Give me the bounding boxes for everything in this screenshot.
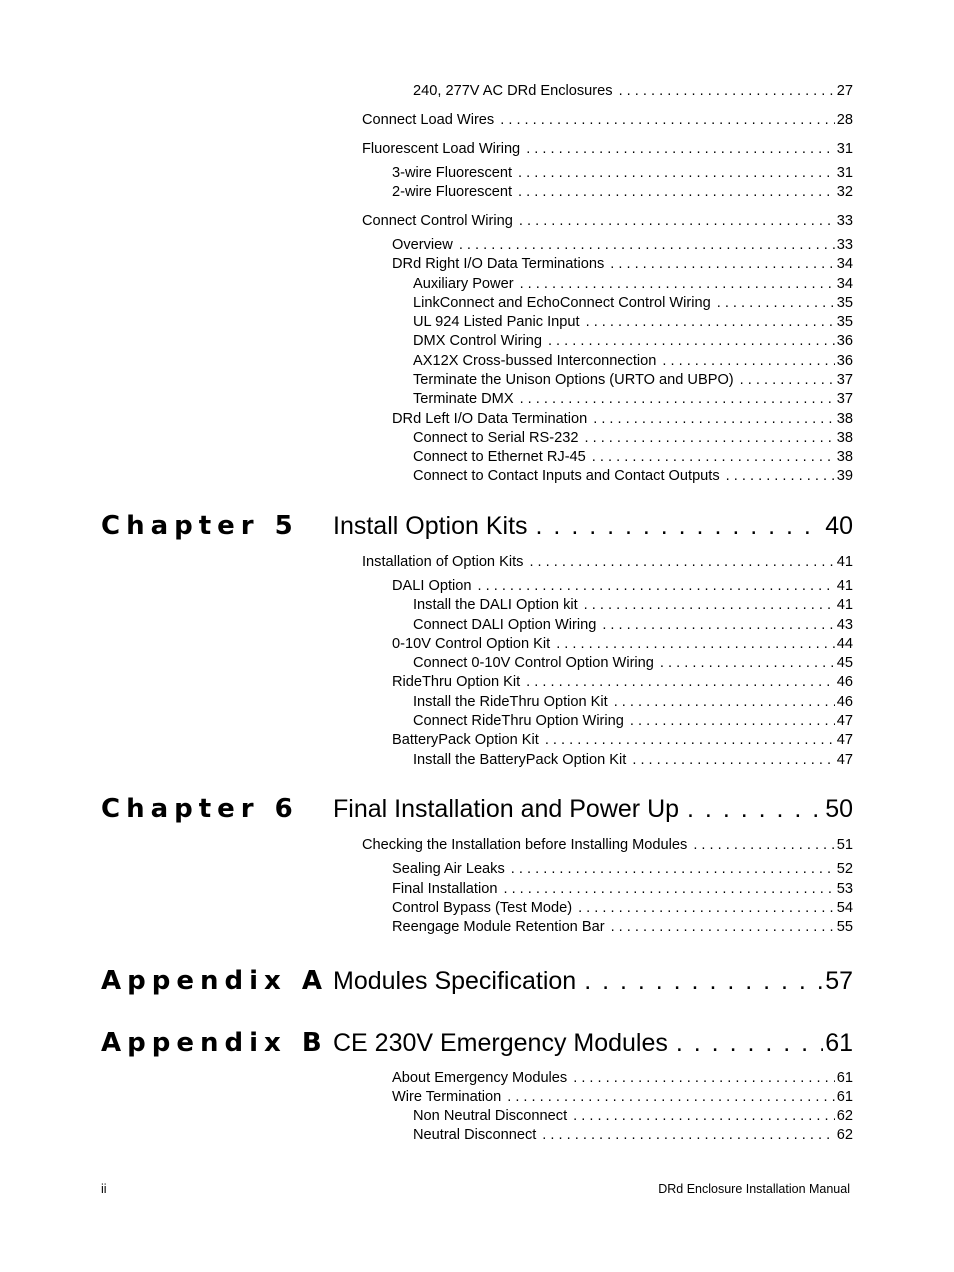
- leader-dots: [545, 731, 835, 750]
- toc-entry-page: 62: [836, 1127, 853, 1143]
- leader-dots: [507, 1088, 835, 1107]
- toc-entry[interactable]: [362, 553, 853, 572]
- leader-dots: [687, 792, 823, 826]
- toc-entry-page: 38: [836, 430, 853, 446]
- toc-entry-page: 41: [836, 578, 853, 594]
- toc-entry-title: Reengage Module Retention Bar: [392, 919, 605, 935]
- toc-entry-page: 46: [836, 674, 853, 690]
- toc-entry-title: Control Bypass (Test Mode): [392, 900, 573, 916]
- chapter-title-row[interactable]: [333, 509, 853, 543]
- toc-entry-page: 45: [836, 655, 853, 671]
- toc-entry[interactable]: [413, 693, 853, 712]
- toc-entry-page: 33: [836, 237, 853, 253]
- toc-entry-page: 31: [836, 141, 853, 157]
- toc-entry[interactable]: [413, 712, 853, 731]
- toc-entry-page: 36: [836, 353, 853, 369]
- leader-dots: [717, 294, 835, 313]
- toc-entry[interactable]: [362, 212, 853, 231]
- chapter-page: 40: [825, 512, 853, 540]
- toc-entry-page: 41: [836, 597, 853, 613]
- leader-dots: [610, 255, 835, 274]
- leader-dots: [459, 236, 835, 255]
- chapter-label: Chapter 5: [101, 511, 299, 541]
- toc-entry-title: Fluorescent Load Wiring: [362, 141, 521, 157]
- chapter-label: Chapter 6: [101, 794, 299, 824]
- appendix-page: 61: [825, 1029, 853, 1057]
- toc-entry-page: 33: [836, 213, 853, 229]
- toc-entry[interactable]: [392, 255, 853, 274]
- toc-entry-title: Installation of Option Kits: [362, 554, 524, 570]
- toc-entry-title: Connect RideThru Option Wiring: [413, 713, 624, 729]
- toc-entry[interactable]: [413, 616, 853, 635]
- toc-entry[interactable]: [392, 673, 853, 692]
- toc-entry-page: 36: [836, 333, 853, 349]
- leader-dots: [578, 899, 835, 918]
- leader-dots: [676, 1026, 823, 1060]
- leader-dots: [519, 212, 835, 231]
- chapter-6-heading: [0, 792, 954, 826]
- leader-dots: [573, 1069, 835, 1088]
- leader-dots: [630, 712, 835, 731]
- toc-entry-page: 53: [836, 881, 853, 897]
- leader-dots: [556, 635, 835, 654]
- toc-entry-title: About Emergency Modules: [392, 1070, 568, 1086]
- toc-entry-page: 47: [836, 732, 853, 748]
- chapter-5-heading: [0, 509, 954, 543]
- leader-dots: [542, 1126, 834, 1145]
- toc-entry[interactable]: [413, 429, 853, 448]
- toc-entry-page: 47: [836, 713, 853, 729]
- toc-entry-title: Connect 0-10V Control Option Wiring: [413, 655, 654, 671]
- toc-entry-page: 47: [836, 752, 853, 768]
- toc-entry[interactable]: [392, 860, 853, 879]
- appendix-title-row[interactable]: [333, 964, 853, 998]
- appendix-title: CE 230V Emergency Modules: [333, 1029, 668, 1057]
- toc-entry[interactable]: [392, 731, 853, 750]
- chapter-title: Final Installation and Power Up: [333, 795, 680, 823]
- footer-page-number: ii: [101, 1182, 107, 1196]
- toc-entry-title: DMX Control Wiring: [413, 333, 542, 349]
- toc-entry-page: 35: [836, 314, 853, 330]
- toc-entry[interactable]: [392, 635, 853, 654]
- toc-entry-title: 3-wire Fluorescent: [392, 165, 513, 181]
- toc-entry[interactable]: [413, 313, 853, 332]
- leader-dots: [584, 964, 823, 998]
- leader-dots: [520, 390, 835, 409]
- toc-entry-title: Neutral Disconnect: [413, 1127, 537, 1143]
- toc-entry-page: 52: [836, 861, 853, 877]
- toc-entry[interactable]: [392, 410, 853, 429]
- toc-entry[interactable]: [392, 880, 853, 899]
- leader-dots: [526, 673, 835, 692]
- leader-dots: [584, 596, 835, 615]
- toc-entry[interactable]: [413, 448, 853, 467]
- toc-entry-page: 38: [836, 411, 853, 427]
- toc-entry-page: 46: [836, 694, 853, 710]
- toc-entry[interactable]: [392, 577, 853, 596]
- leader-dots: [593, 410, 835, 429]
- toc-entry-page: 55: [836, 919, 853, 935]
- toc-entry-title: Checking the Installation before Installing Modules: [362, 837, 688, 853]
- leader-dots: [518, 164, 835, 183]
- toc-entry-title: Overview: [392, 237, 453, 253]
- leader-dots: [500, 111, 835, 130]
- toc-entry[interactable]: [362, 111, 853, 130]
- toc-entry-title: DRd Left I/O Data Termination: [392, 411, 588, 427]
- toc-entry-page: 43: [836, 617, 853, 633]
- leader-dots: [536, 509, 824, 543]
- toc-entry-page: 41: [836, 554, 853, 570]
- toc-entry-page: 61: [836, 1089, 853, 1105]
- appendix-b-heading: [0, 1026, 954, 1060]
- appendix-label: Appendix A: [101, 966, 328, 996]
- toc-entry-title: Wire Termination: [392, 1089, 502, 1105]
- leader-dots: [693, 836, 834, 855]
- toc-entry-page: 31: [836, 165, 853, 181]
- toc-entry-page: 27: [836, 83, 853, 99]
- toc-entry-page: 28: [836, 112, 853, 128]
- footer-manual-title: DRd Enclosure Installation Manual: [658, 1182, 850, 1196]
- toc-entry-title: 0-10V Control Option Kit: [392, 636, 551, 652]
- toc-entry-title: Connect to Serial RS-232: [413, 430, 579, 446]
- toc-entry-title: Final Installation: [392, 881, 498, 897]
- leader-dots: [503, 880, 834, 899]
- toc-entry-page: 32: [836, 184, 853, 200]
- toc-entry[interactable]: [413, 390, 853, 409]
- toc-entry-title: Connect Control Wiring: [362, 213, 513, 229]
- toc-entry-page: 37: [836, 372, 853, 388]
- toc-entry[interactable]: [413, 1126, 853, 1145]
- leader-dots: [592, 448, 835, 467]
- appendix-title: Modules Specification: [333, 967, 577, 995]
- chapter-title-row[interactable]: [333, 792, 853, 826]
- toc-entry-title: Terminate DMX: [413, 391, 514, 407]
- toc-entry[interactable]: [413, 82, 853, 101]
- toc-entry-title: Connect Load Wires: [362, 112, 495, 128]
- toc-entry[interactable]: [413, 596, 853, 615]
- toc-entry[interactable]: [413, 654, 853, 673]
- toc-entry-title: AX12X Cross-bussed Interconnection: [413, 353, 657, 369]
- toc-entry-title: 2-wire Fluorescent: [392, 184, 513, 200]
- leader-dots: [632, 751, 834, 770]
- leader-dots: [511, 860, 835, 879]
- leader-dots: [660, 654, 835, 673]
- toc-entry-page: 62: [836, 1108, 853, 1124]
- toc-entry[interactable]: [413, 1107, 853, 1126]
- toc-entry-page: 54: [836, 900, 853, 916]
- toc-entry[interactable]: [392, 899, 853, 918]
- toc-entry-page: 35: [836, 295, 853, 311]
- toc-entry[interactable]: [413, 467, 853, 486]
- leader-dots: [619, 82, 835, 101]
- leader-dots: [584, 429, 834, 448]
- toc-entry[interactable]: [392, 236, 853, 255]
- toc-entry[interactable]: [413, 332, 853, 351]
- appendix-a-heading: [0, 964, 954, 998]
- leader-dots: [602, 616, 834, 635]
- toc-entry[interactable]: [413, 751, 853, 770]
- leader-dots: [573, 1107, 835, 1126]
- toc-entry-title: Non Neutral Disconnect: [413, 1108, 568, 1124]
- toc-entry-page: 34: [836, 256, 853, 272]
- toc-entry-title: Install the DALI Option kit: [413, 597, 578, 613]
- toc-entry-title: Connect to Contact Inputs and Contact Outputs: [413, 468, 720, 484]
- appendix-title-row[interactable]: [333, 1026, 853, 1060]
- toc-entry-title: UL 924 Listed Panic Input: [413, 314, 580, 330]
- leader-dots: [611, 918, 835, 937]
- leader-dots: [740, 371, 835, 390]
- toc-entry[interactable]: [392, 183, 853, 202]
- leader-dots: [614, 693, 835, 712]
- toc-entry[interactable]: [392, 1088, 853, 1107]
- appendix-label: Appendix B: [101, 1028, 328, 1058]
- leader-dots: [526, 140, 835, 159]
- leader-dots: [478, 577, 835, 596]
- toc-entry-title: LinkConnect and EchoConnect Control Wiring: [413, 295, 711, 311]
- toc-entry-title: Sealing Air Leaks: [392, 861, 505, 877]
- toc-entry-title: DRd Right I/O Data Terminations: [392, 256, 605, 272]
- toc-entry-page: 61: [836, 1070, 853, 1086]
- chapter-title: Install Option Kits: [333, 512, 528, 540]
- toc-entry-title: Connect DALI Option Wiring: [413, 617, 597, 633]
- leader-dots: [662, 352, 834, 371]
- toc-entry-title: 240, 277V AC DRd Enclosures: [413, 83, 613, 99]
- toc-entry-page: 38: [836, 449, 853, 465]
- toc-entry-title: RideThru Option Kit: [392, 674, 521, 690]
- toc-entry[interactable]: [362, 836, 853, 855]
- toc-entry[interactable]: [392, 164, 853, 183]
- leader-dots: [586, 313, 835, 332]
- toc-entry[interactable]: [413, 352, 853, 371]
- leader-dots: [548, 332, 835, 351]
- toc-entry[interactable]: [362, 140, 853, 159]
- toc-entry-title: Auxiliary Power: [413, 276, 514, 292]
- chapter-page: 50: [825, 795, 853, 823]
- toc-entry-page: 44: [836, 636, 853, 652]
- appendix-page: 57: [825, 967, 853, 995]
- toc-entry[interactable]: [413, 275, 853, 294]
- toc-entry[interactable]: [413, 371, 853, 390]
- leader-dots: [529, 553, 834, 572]
- toc-entry-page: 34: [836, 276, 853, 292]
- toc-entry-title: Terminate the Unison Options (URTO and UBPO): [413, 372, 734, 388]
- toc-entry[interactable]: [392, 1069, 853, 1088]
- toc-entry-title: Install the BatteryPack Option Kit: [413, 752, 627, 768]
- toc-entry-title: DALI Option: [392, 578, 472, 594]
- toc-entry-title: BatteryPack Option Kit: [392, 732, 539, 748]
- toc-entry-page: 51: [836, 837, 853, 853]
- toc-entry-page: 37: [836, 391, 853, 407]
- toc-entry[interactable]: [413, 294, 853, 313]
- leader-dots: [518, 183, 835, 202]
- leader-dots: [520, 275, 835, 294]
- toc-entry-page: 39: [836, 468, 853, 484]
- leader-dots: [726, 467, 835, 486]
- toc-entry[interactable]: [392, 918, 853, 937]
- toc-entry-title: Install the RideThru Option Kit: [413, 694, 608, 710]
- toc-entry-title: Connect to Ethernet RJ-45: [413, 449, 586, 465]
